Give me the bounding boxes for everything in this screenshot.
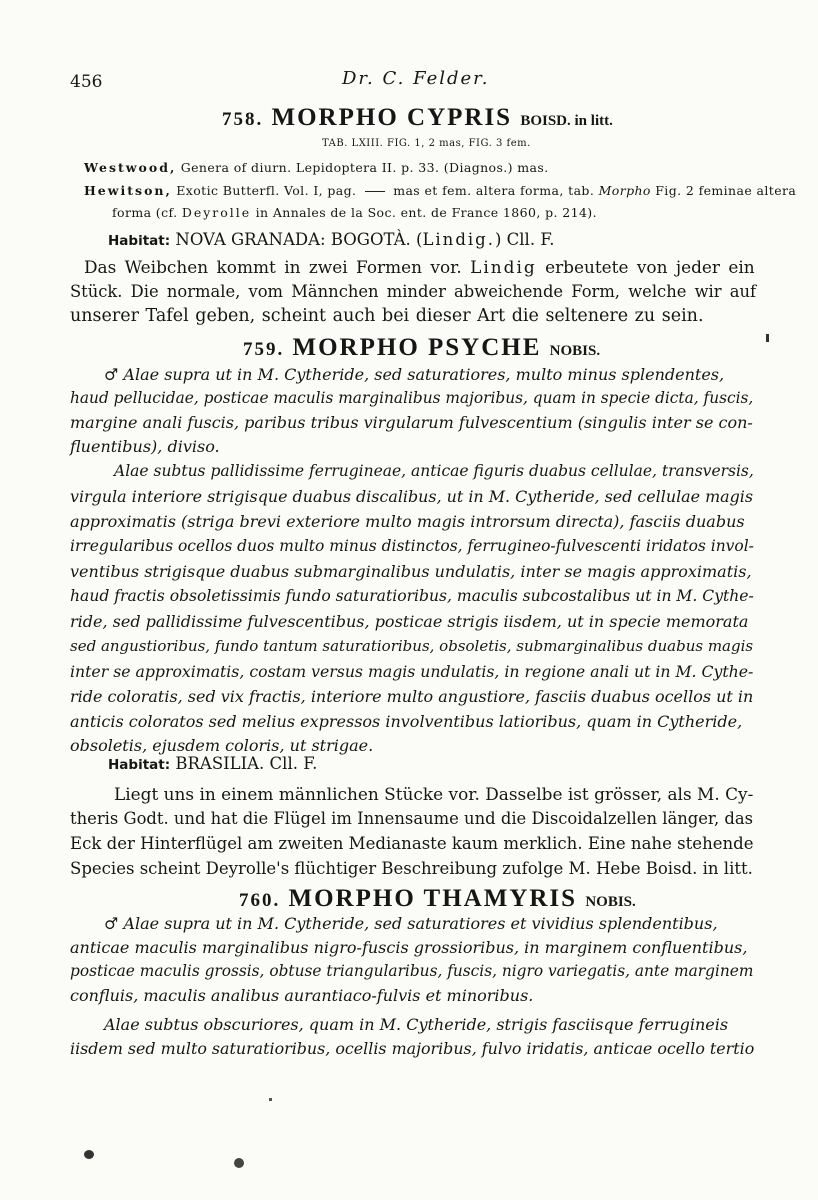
- latin-line: confluis, maculis analibus aurantiaco-fulvis et minoribus.: [70, 986, 534, 1005]
- reference-author: Hewitson,: [84, 183, 172, 198]
- habitat-label: Habitat:: [108, 233, 171, 249]
- paragraph-line: Liegt uns in einem männlichen Stücke vor. Dasselbe ist grösser, als M. Cy-: [114, 784, 754, 804]
- paragraph-line: Eck der Hinterflügel am zweiten Medianaste kaum merklich. Eine nahe stehende: [70, 834, 754, 853]
- reference-text: mas et fem. altera forma, tab.: [393, 183, 595, 198]
- reference-text: in Annales de la Soc. ent. de France 1860, p. 214).: [255, 205, 597, 220]
- species-author: NOBIS.: [549, 343, 601, 359]
- species-number: 758.: [222, 109, 264, 130]
- habitat-tail: ) Cll. F.: [494, 230, 555, 249]
- reference-text: Exotic Butterfl. Vol. I, pag.: [176, 183, 357, 198]
- species-name: MORPHO PSYCHE: [292, 334, 542, 361]
- ink-mark: [766, 334, 769, 342]
- latin-line: margine anali fuscis, paribus tribus virgularum fulvescentium (singulis inter se con-: [70, 413, 753, 432]
- latin-line: irregularibus ocellos duos multo minus distinctos, ferrugineo-fulvescenti iridatos invol-: [70, 537, 754, 555]
- habitat-759: [108, 754, 317, 773]
- latin-line: Alae subtus pallidissime ferrugineae, anticae figuris duabus cellulae, transversis,: [114, 462, 754, 480]
- latin-line: anticae maculis marginalibus nigro-fuscis grossioribus, in marginem confluentibus,: [70, 938, 748, 957]
- species-name: MORPHO THAMYRIS: [288, 885, 578, 912]
- latin-line: iisdem sed multo saturatioribus, ocellis majoribus, fulvo iridatis, anticae ocello tertio: [70, 1039, 755, 1058]
- reference-author: Deyrolle: [181, 205, 252, 220]
- species-author: BOISD. in litt.: [520, 113, 613, 129]
- latin-line: haud pellucidae, posticae maculis marginalibus majoribus, quam in specie dicta, fuscis,: [70, 389, 754, 407]
- paragraph-line: [84, 257, 755, 277]
- latin-line: posticae maculis grossis, obtuse triangularibus, fuscis, nigro variegatis, ante marginem: [70, 962, 754, 980]
- reference-genus: Morpho: [598, 183, 651, 198]
- latin-line: fluentibus), diviso.: [70, 437, 220, 456]
- reference-text: Genera of diurn. Lepidoptera II. p. 33. (Diagnos.) mas.: [180, 160, 549, 175]
- species-author: NOBIS.: [585, 894, 636, 910]
- reference-hewitson: [84, 183, 796, 198]
- latin-line: inter se approximatis, costam versus magis undulatis, in regione anali ut in M. Cythe-: [70, 662, 754, 681]
- paragraph-line: Stück. Die normale, vom Männchen minder abweichende Form, welche wir auf: [70, 282, 757, 301]
- latin-line: ventibus strigisque duabus submarginalibus undulatis, inter se magis approximatis,: [70, 562, 752, 581]
- latin-line: ♂ Alae supra ut in M. Cytheride, sed saturatiores, multo minus splendentes,: [104, 365, 725, 384]
- ink-speck: [269, 1098, 272, 1101]
- plate-reference: TAB. LXIII. FIG. 1, 2 mas, FIG. 3 fem.: [322, 138, 531, 149]
- reference-text: forma (cf.: [112, 205, 178, 220]
- paragraph-line: Species scheint Deyrolle's flüchtiger Beschreibung zufolge M. Hebe Boisd. in litt.: [70, 859, 753, 878]
- dash-rule: [365, 191, 385, 192]
- species-name: MORPHO CYPRIS: [271, 104, 513, 131]
- latin-line: virgula interiore strigisque duabus discalibus, ut in M. Cytheride, sed cellulae magis: [70, 487, 754, 506]
- latin-line: obsoletis, ejusdem coloris, ut strigae.: [70, 736, 374, 755]
- habitat-text: BRASILIA. Cll. F.: [175, 754, 318, 773]
- species-heading-759: [243, 334, 600, 362]
- paragraph-line: unserer Tafel geben, scheint auch bei dieser Art die seltenere zu sein.: [70, 306, 704, 326]
- latin-line: ride coloratis, sed vix fractis, interiore multo angustiore, fasciis duabus ocellos ut in: [70, 687, 754, 706]
- reference-text: Fig. 2 feminae altera: [655, 183, 797, 198]
- latin-line: anticis coloratos sed melius expressos involventibus latioribus, quam in Cytheride,: [70, 712, 743, 731]
- reference-author: Westwood,: [84, 160, 177, 175]
- latin-line: approximatis (striga brevi exteriore multo magis introrsum directa), fasciis duabus: [70, 512, 745, 531]
- page-number: 456: [70, 72, 103, 92]
- species-number: 760.: [239, 890, 281, 911]
- ink-blot: [234, 1158, 244, 1168]
- latin-line: sed angustioribus, fundo tantum saturatioribus, obsoletis, submarginalibus duabus magis: [70, 637, 754, 655]
- reference-hewitson-cont: [112, 205, 597, 220]
- habitat-text: NOVA GRANADA: BOGOTÀ. (: [175, 230, 423, 249]
- latin-line: Alae subtus obscuriores, quam in M. Cytheride, strigis fasciisque ferrugineis: [104, 1015, 729, 1034]
- text-run: Das Weibchen kommt in zwei Formen vor.: [84, 257, 462, 277]
- latin-line: haud fractis obsoletissimis fundo saturatioribus, maculis subcostalibus ut in M. Cythe-: [70, 587, 754, 605]
- person-name: Lindig: [470, 257, 537, 277]
- ink-blot: [84, 1150, 94, 1159]
- text-run: erbeutete von jeder ein: [545, 257, 755, 277]
- habitat-label: Habitat:: [108, 757, 171, 773]
- species-heading-760: [239, 885, 636, 913]
- paragraph-line: theris Godt. und hat die Flügel im Innensaume und die Discoidalzellen länger, das: [70, 809, 754, 828]
- species-number: 759.: [243, 339, 285, 360]
- habitat-758: [108, 230, 554, 249]
- habitat-collector: Lindig.: [422, 230, 495, 249]
- latin-line: ride, sed pallidissime fulvescentibus, posticae strigis iisdem, ut in specie memorata: [70, 612, 749, 631]
- latin-line: ♂ Alae supra ut in M. Cytheride, sed saturatiores et vividius splendentibus,: [104, 914, 718, 933]
- running-head: Dr. C. Felder.: [342, 68, 490, 89]
- species-heading-758: [222, 104, 613, 132]
- reference-westwood: [84, 160, 549, 175]
